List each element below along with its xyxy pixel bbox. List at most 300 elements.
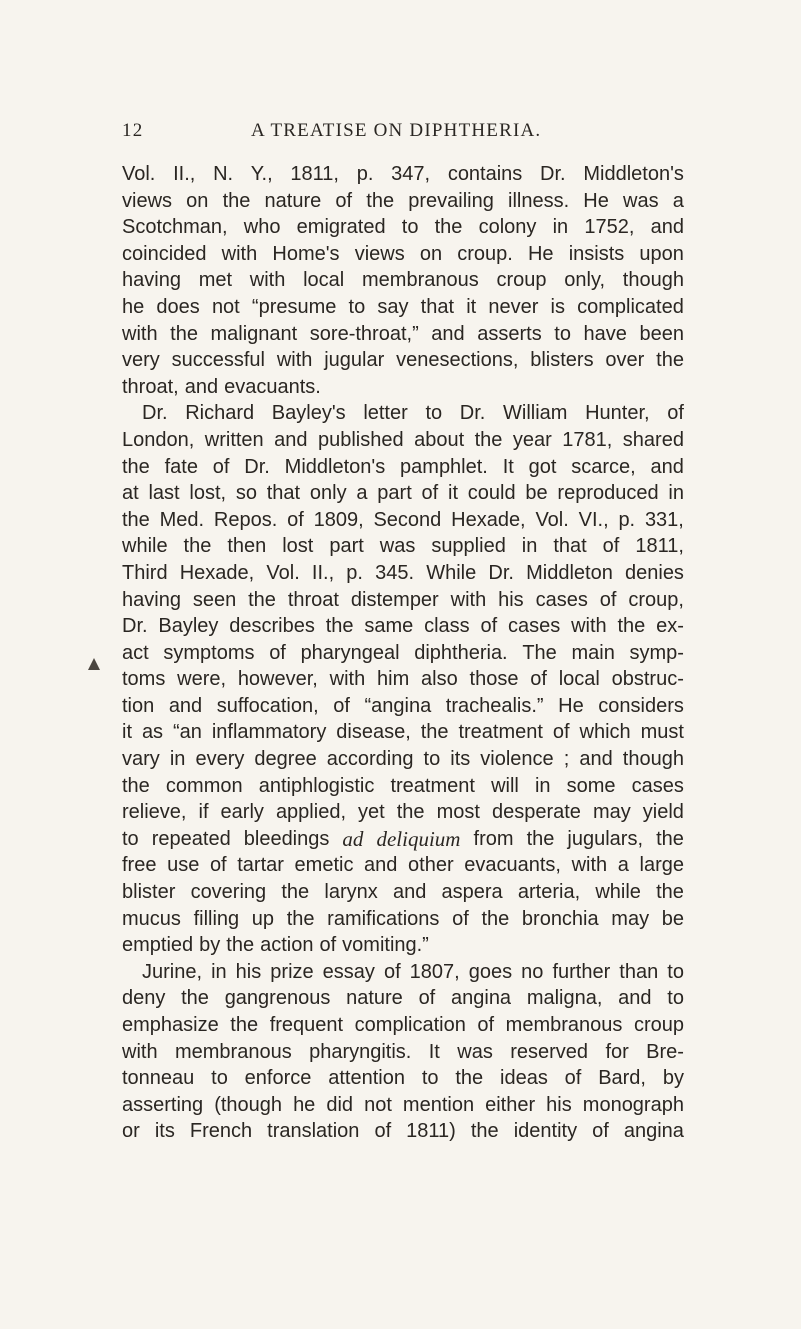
word: his (546, 1093, 572, 1116)
word: ad (342, 826, 364, 851)
word: p. (618, 508, 636, 531)
word: in (552, 216, 569, 239)
word: ; (563, 748, 570, 771)
word: could (467, 482, 516, 505)
word: may (592, 801, 631, 824)
word: with (249, 269, 286, 292)
word: ex- (656, 615, 684, 638)
word: 1811, (290, 163, 339, 185)
text-line (122, 347, 684, 374)
word: to (423, 748, 441, 771)
text-line (122, 906, 684, 933)
word: the (434, 216, 463, 239)
word: William (503, 402, 568, 425)
word: the (656, 881, 684, 904)
text-line (122, 507, 684, 534)
word: over (605, 349, 645, 372)
word: of (209, 854, 227, 877)
word: lost, (189, 482, 227, 505)
running-title: A TREATISE ON DIPHTHERIA. (251, 120, 542, 141)
text-line (122, 799, 684, 826)
word: Richard (185, 402, 255, 425)
word: mention (402, 1093, 475, 1116)
word: essay (322, 960, 375, 983)
word: in (534, 774, 551, 797)
word: VI., (578, 508, 609, 531)
word: written (204, 428, 264, 451)
word: a (617, 854, 629, 877)
word: tartar (237, 854, 284, 877)
word: Y., (250, 163, 273, 185)
word: of (564, 1067, 582, 1090)
word: angina (451, 987, 512, 1010)
word: the (222, 189, 251, 212)
word: inflammatory (211, 721, 327, 744)
word: of (477, 1014, 495, 1036)
word: that (266, 482, 301, 505)
word: Second (373, 508, 442, 531)
word: in (169, 748, 186, 771)
word: translation (267, 1120, 360, 1143)
word: though (622, 748, 684, 771)
word: II., (173, 163, 196, 185)
word: Hunter, (585, 402, 650, 425)
word: Med. (159, 508, 205, 531)
word: last (148, 482, 180, 505)
word: the (656, 349, 684, 372)
word: its (450, 748, 471, 771)
word: It (502, 455, 514, 478)
word: or (122, 1120, 140, 1143)
word: who (243, 216, 281, 239)
word: large (639, 854, 684, 877)
word: the (230, 1014, 259, 1036)
word: nature (346, 987, 403, 1010)
word: Home's (272, 242, 340, 265)
text-line (122, 852, 684, 879)
word: malignant (210, 322, 298, 345)
text-line (122, 560, 684, 587)
word: the (170, 322, 198, 345)
word: desperate (491, 801, 581, 824)
word: the (122, 508, 150, 531)
word: his (498, 588, 524, 611)
word: in (668, 482, 684, 505)
word: emetic (294, 854, 354, 877)
word: treatment (390, 774, 475, 797)
word: shared (622, 428, 684, 451)
word: of (480, 615, 498, 638)
word: and (579, 748, 613, 771)
word: colony (478, 216, 537, 239)
word: year (512, 428, 552, 451)
word: of (599, 588, 617, 611)
word: every (195, 748, 245, 771)
word: filling (193, 907, 240, 930)
word: London, (122, 428, 195, 451)
word: membranous (174, 1040, 292, 1063)
word: in (211, 960, 227, 983)
text-line (122, 959, 684, 986)
word: complicated (577, 295, 684, 318)
word: Scotchman, (122, 216, 228, 239)
word: the (481, 907, 510, 930)
word: bronchia (521, 907, 599, 930)
word: 1752, (584, 216, 635, 239)
word: scarce, (571, 455, 636, 478)
word: tion (122, 694, 155, 717)
word: toms (122, 668, 166, 691)
word: larynx (324, 881, 378, 904)
word: and (364, 854, 398, 877)
word: contains (447, 163, 523, 185)
word: according (326, 748, 414, 771)
word: of (552, 721, 570, 744)
word: may (611, 907, 650, 930)
word: to (122, 827, 139, 850)
word: 345. (375, 561, 415, 584)
text-line (122, 666, 684, 693)
word: suffocation, (216, 694, 319, 717)
word: throat, (122, 375, 179, 398)
word: act (122, 641, 149, 664)
text-line (122, 719, 684, 746)
word: angina (623, 1120, 684, 1143)
word: disease, (336, 721, 411, 744)
word: croup (633, 1014, 684, 1036)
word: was (623, 189, 659, 212)
word: trachealis.” (445, 694, 544, 717)
word: with (571, 854, 608, 877)
word: the (470, 1120, 499, 1143)
word: having (122, 588, 181, 611)
word: with (221, 242, 258, 265)
word: French (189, 1120, 253, 1143)
word: either (485, 1093, 536, 1116)
word: that (420, 295, 455, 318)
word: Third (122, 561, 168, 584)
word: reproduced (557, 482, 659, 505)
word: by (662, 1067, 684, 1090)
word: and (650, 455, 684, 478)
word: the (325, 615, 354, 638)
word: on (419, 242, 443, 265)
word: “presume (251, 295, 337, 318)
word: to (401, 216, 419, 239)
word: Vol. (535, 508, 569, 531)
word: goes (468, 960, 513, 983)
word: ideas (500, 1067, 548, 1090)
word: venesections, (396, 349, 519, 372)
word: the (183, 535, 212, 558)
word: having (122, 269, 181, 292)
word: “an (173, 721, 202, 744)
word: it (448, 482, 458, 505)
word: views (122, 189, 173, 212)
word: his (235, 960, 262, 983)
word: the (455, 1067, 484, 1090)
word: which (579, 721, 631, 744)
word: emptied (122, 934, 194, 957)
word: bleedings (243, 827, 330, 850)
text-line (122, 879, 684, 906)
word: insists (568, 242, 625, 265)
word: the (286, 907, 315, 930)
word: was (379, 535, 416, 558)
word: and (274, 428, 308, 451)
word: free (122, 854, 157, 877)
word: the (617, 615, 646, 638)
text-line (122, 241, 684, 268)
text-line (122, 826, 684, 853)
word: 1809, (313, 508, 364, 531)
word: He (558, 694, 584, 717)
word: the (248, 588, 276, 611)
text-line (122, 1012, 684, 1039)
word: the (396, 801, 425, 824)
word: so (235, 482, 257, 505)
word: croup. (457, 242, 513, 265)
word: be (525, 482, 548, 505)
word: not (364, 1093, 392, 1116)
word: of (418, 987, 436, 1010)
word: at (122, 482, 139, 505)
word: Jurine, (142, 960, 203, 983)
word: Repos. (213, 508, 278, 531)
word: to (211, 1067, 228, 1090)
word: arteria, (517, 881, 581, 904)
word: only (309, 482, 347, 505)
word: then (227, 535, 267, 558)
page-number: 12 (122, 120, 144, 141)
word: to (421, 1067, 439, 1090)
word: While (426, 561, 477, 584)
word: class (424, 615, 470, 638)
word: and (431, 322, 465, 345)
word: fate (164, 455, 198, 478)
text-line (122, 1065, 684, 1092)
word: of (602, 535, 620, 558)
word: prevailing (408, 189, 494, 212)
text-line (122, 693, 684, 720)
word: though (622, 269, 684, 292)
word: cases (507, 615, 561, 638)
word: of (333, 694, 350, 717)
text-line (122, 188, 684, 215)
word: vomiting.” (342, 934, 429, 957)
word: and (618, 987, 652, 1010)
word: of (530, 668, 547, 691)
word: Dr. (540, 163, 566, 185)
word: of (287, 508, 304, 531)
word: by (199, 934, 221, 957)
word: in (521, 535, 538, 558)
word: with (450, 588, 487, 611)
word: repeated (151, 827, 231, 850)
word: croup (496, 269, 547, 292)
word: a (672, 189, 684, 212)
word: 1781, (562, 428, 613, 451)
word: the (420, 721, 449, 744)
word: to (348, 295, 366, 318)
word: ramifications (327, 907, 440, 930)
word: of (374, 1120, 392, 1143)
word: yet (358, 801, 385, 824)
word: p. (346, 561, 363, 584)
word: throat (287, 588, 339, 611)
word: not (211, 295, 240, 318)
word: was (457, 1040, 493, 1063)
word: if (198, 801, 209, 824)
word: main (571, 641, 615, 664)
word: Dr. (459, 402, 486, 425)
word: with (276, 349, 313, 372)
word: on (186, 189, 209, 212)
word: vary (122, 748, 160, 771)
word: to (554, 322, 571, 345)
word: evacuants, (464, 854, 561, 877)
word: and (392, 881, 427, 904)
margin-mark (87, 657, 101, 671)
word: of (667, 402, 684, 425)
word: a (356, 482, 368, 505)
text-line (122, 533, 684, 560)
word: Bayley (158, 615, 219, 638)
text-line (122, 321, 684, 348)
word: published (317, 428, 404, 451)
word: him (377, 668, 410, 691)
word: pharyngitis. (309, 1040, 412, 1063)
word: of (592, 1120, 609, 1143)
word: evacuants. (224, 375, 321, 398)
word: Bayley's (271, 402, 346, 425)
word: further (552, 960, 611, 983)
word: of (452, 907, 469, 930)
word: he (122, 295, 145, 318)
word: successful (171, 349, 265, 372)
word: it (466, 295, 477, 318)
word: pamphlet. (400, 455, 488, 478)
word: of (383, 960, 401, 983)
word: sore-throat,” (309, 322, 419, 345)
text-line (122, 587, 684, 614)
word: must (640, 721, 684, 744)
word: 347, (391, 163, 431, 185)
word: of (269, 641, 286, 664)
word: did (326, 1093, 354, 1116)
word: use (167, 854, 200, 877)
word: yield (642, 801, 684, 824)
text-line (122, 161, 684, 188)
text-line (122, 746, 684, 773)
word: about (414, 428, 465, 451)
word: got (528, 455, 557, 478)
word: up (251, 907, 275, 930)
word: maligna, (526, 987, 603, 1010)
word: gangrenous (224, 987, 331, 1010)
word: N. (213, 163, 234, 185)
word: have (583, 322, 627, 345)
word: jugular (324, 349, 385, 372)
word: cases (631, 774, 684, 797)
word: Middleton's (284, 455, 386, 478)
word: Hexade, (451, 508, 526, 531)
text-line (122, 400, 684, 427)
word: applied, (275, 801, 346, 824)
word: supplied (431, 535, 506, 558)
word: the (181, 987, 209, 1010)
word: and (184, 375, 219, 398)
word: very (122, 349, 160, 372)
word: lost (282, 535, 314, 558)
word: 1811) (406, 1120, 456, 1143)
word: Dr. (244, 455, 270, 478)
word: the (474, 428, 503, 451)
word: degree (254, 748, 317, 771)
text-line (122, 427, 684, 454)
text-line (122, 454, 684, 481)
word: while (122, 535, 168, 558)
word: enforce (244, 1067, 312, 1090)
word: he (293, 1093, 316, 1116)
word: with (571, 615, 607, 638)
word: He (583, 189, 609, 212)
word: and (168, 694, 203, 717)
word: blister (122, 881, 176, 904)
word: most (436, 801, 480, 824)
word: II., (311, 561, 335, 584)
word: also (421, 668, 458, 691)
word: attention (328, 1067, 405, 1090)
word: and (650, 216, 684, 239)
text-line (122, 267, 684, 294)
word: some (566, 774, 616, 797)
word: be (661, 907, 684, 930)
word: does (156, 295, 200, 318)
word: met (198, 269, 233, 292)
word: only, (564, 269, 606, 292)
word: violence (480, 748, 554, 771)
word: local (303, 269, 345, 292)
body-text (122, 161, 684, 1145)
word: with (122, 1040, 158, 1063)
word: aspera (441, 881, 503, 904)
word: Dr. (488, 561, 514, 584)
text-line (122, 640, 684, 667)
word: of (421, 482, 439, 505)
word: identity (513, 1120, 578, 1143)
word: as (141, 721, 164, 744)
word: to (667, 960, 684, 983)
word: obstruc- (611, 668, 684, 691)
word: local (558, 668, 600, 691)
word: those (469, 668, 519, 691)
word: “angina (364, 694, 432, 717)
text-line (122, 613, 684, 640)
word: asserts (477, 322, 542, 345)
word: blisters (530, 349, 594, 372)
word: say (377, 295, 409, 318)
word: its (154, 1120, 175, 1143)
word: Dr. (122, 615, 148, 638)
word: Hexade, (179, 561, 255, 584)
word: the (122, 455, 150, 478)
word: membranous (505, 1014, 623, 1036)
word: were, (177, 668, 227, 691)
word: while (595, 881, 641, 904)
word: other (408, 854, 454, 877)
word: emphasize (122, 1014, 219, 1036)
